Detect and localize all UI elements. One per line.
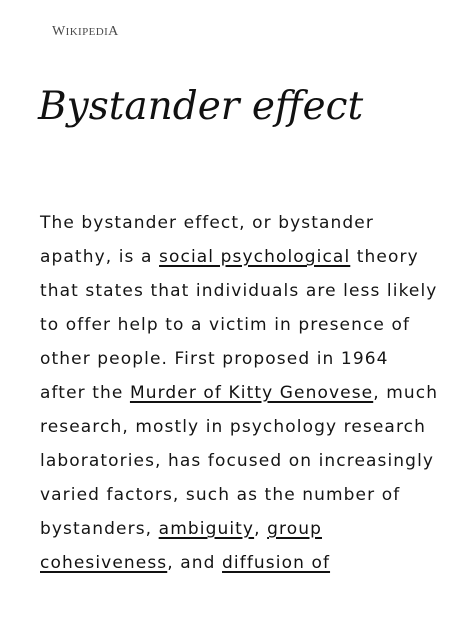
body-text: varied factors, such as the number of — [40, 485, 401, 505]
wordmark-letter-w: W — [52, 24, 66, 39]
article-line — [40, 240, 450, 274]
wiki-link[interactable]: ambiguity — [158, 519, 255, 539]
wordmark-middle: IKIPEDI — [65, 26, 109, 38]
body-text: , much — [373, 383, 439, 403]
wiki-link[interactable]: diffusion of — [222, 553, 331, 573]
body-text: The bystander effect, or bystander — [40, 213, 374, 233]
wiki-link[interactable]: cohesiveness — [40, 553, 168, 573]
body-text: after the — [40, 383, 130, 403]
body-text: other people. First proposed in 1964 — [40, 349, 389, 369]
article-line — [40, 206, 450, 240]
wiki-link[interactable]: group — [267, 519, 322, 539]
article-line — [40, 478, 450, 512]
body-text: theory — [350, 247, 419, 267]
article-line — [40, 274, 450, 308]
body-text: bystanders, — [40, 519, 159, 539]
body-text: research, mostly in psychology research — [40, 417, 426, 437]
body-text: , and — [167, 553, 223, 573]
article-body — [40, 206, 450, 580]
article-line — [40, 512, 450, 546]
wiki-link[interactable]: social psychological — [159, 247, 351, 267]
article-line — [40, 444, 450, 478]
body-text: , — [254, 519, 268, 539]
wiki-link[interactable]: Murder of Kitty Genovese — [129, 383, 374, 403]
article-line — [40, 546, 450, 580]
article-line — [40, 308, 450, 342]
body-text: that states that individuals are less likely — [40, 281, 438, 301]
wikipedia-wordmark[interactable] — [52, 24, 119, 40]
page-title: Bystander effect — [38, 84, 364, 129]
article-line — [40, 342, 450, 376]
body-text: apathy, is a — [40, 247, 160, 267]
article-line — [40, 410, 450, 444]
article-line — [40, 376, 450, 410]
body-text: to offer help to a victim in presence of — [40, 315, 411, 335]
wordmark-letter-a: A — [108, 24, 119, 39]
body-text: laboratories, has focused on increasingly — [40, 451, 435, 471]
